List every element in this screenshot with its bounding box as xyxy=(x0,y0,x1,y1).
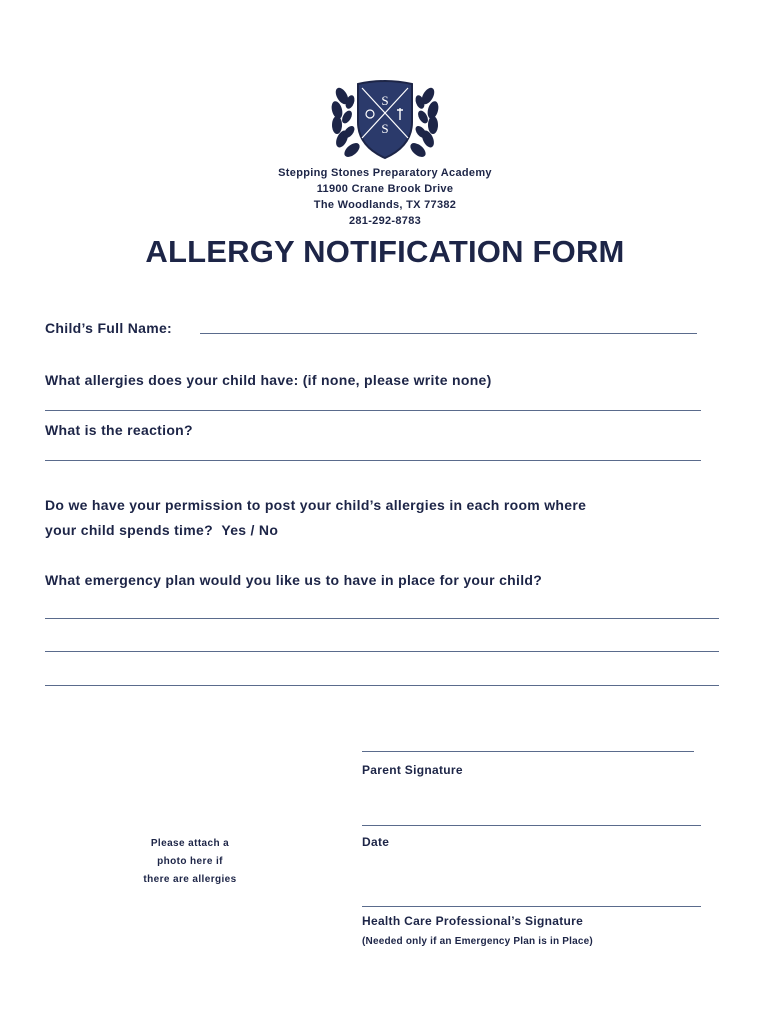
emergency-plan-question: What emergency plan would you like us to have in place for your child? xyxy=(45,572,543,588)
child-name-label: Child’s Full Name: xyxy=(45,320,173,336)
date-label: Date xyxy=(362,835,390,849)
child-name-field[interactable] xyxy=(200,333,697,334)
permission-question-line1: Do we have your permission to post your child’s allergies in each room where xyxy=(45,497,587,513)
permission-options[interactable]: Yes / No xyxy=(221,522,279,538)
school-address-line1: 11900 Crane Brook Drive xyxy=(316,183,454,195)
hcp-signature-label: Health Care Professional’s Signature xyxy=(362,914,584,928)
emergency-plan-line-2[interactable] xyxy=(45,651,719,652)
allergies-question: What allergies does your child have: (if none, please write none) xyxy=(45,372,492,388)
logo-letter-top: S xyxy=(381,93,389,108)
school-logo xyxy=(328,78,442,162)
photo-note-line1: Please attach a xyxy=(150,838,230,849)
allergies-field[interactable] xyxy=(45,410,701,411)
parent-signature-field[interactable] xyxy=(362,751,694,752)
school-phone: 281-292-8783 xyxy=(348,215,422,227)
parent-signature-label: Parent Signature xyxy=(362,763,463,777)
permission-question-line2 xyxy=(45,517,278,543)
hcp-signature-note: (Needed only if an Emergency Plan is in Place) xyxy=(362,936,593,947)
logo-letter-bottom: S xyxy=(381,121,389,136)
photo-note-line2: photo here if xyxy=(157,856,223,867)
form-title: ALLERGY NOTIFICATION FORM xyxy=(145,234,625,269)
school-name: Stepping Stones Preparatory Academy xyxy=(278,167,492,179)
hcp-signature-field[interactable] xyxy=(362,906,701,907)
reaction-question: What is the reaction? xyxy=(45,422,193,438)
photo-note-line3: there are allergies xyxy=(143,874,237,885)
emergency-plan-line-3[interactable] xyxy=(45,685,719,686)
school-address-line2: The Woodlands, TX 77382 xyxy=(313,199,457,211)
reaction-field[interactable] xyxy=(45,460,701,461)
emergency-plan-line-1[interactable] xyxy=(45,618,719,619)
permission-question-text: your child spends time? xyxy=(45,522,213,538)
date-field[interactable] xyxy=(362,825,701,826)
